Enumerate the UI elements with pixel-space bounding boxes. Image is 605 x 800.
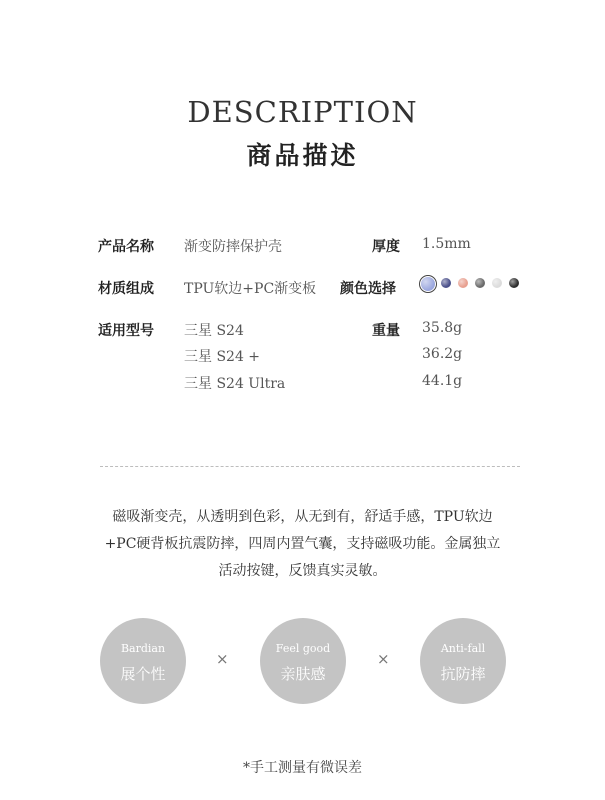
feature-badge-anti-fall [420,618,506,704]
color-swatch[interactable] [441,278,451,288]
feature-badge-skin-feel [260,618,346,704]
times-icon: × [216,650,229,668]
times-icon: × [377,650,390,668]
model-item: 三星 S24 + [184,349,261,365]
feature-badge-en: Feel good [275,642,331,655]
product-name-label: 产品名称 [98,239,154,255]
thickness-label: 厚度 [372,239,400,255]
color-swatch[interactable] [458,278,468,288]
dashed-divider [100,466,520,467]
product-name-value: 渐变防摔保护壳 [184,239,282,255]
weight-item: 35.8g [422,320,463,336]
color-swatch[interactable] [492,278,502,288]
description-line: +PC硬背板抗震防摔，四周内置气囊，支持磁吸功能。金属独立 [104,536,501,552]
measurement-note: *手工测量有微误差 [243,760,362,776]
description-line: 活动按键，反馈真实灵敏。 [218,563,387,579]
model-label: 适用型号 [98,323,154,339]
feature-badge-cn: 亲肤感 [280,665,326,683]
description-text [90,504,515,585]
color-label: 颜色选择 [340,281,396,297]
feature-badge-cn: 抗防摔 [440,665,486,683]
thickness-value: 1.5mm [422,236,471,252]
color-swatch[interactable] [475,278,485,288]
title-chinese: 商品描述 [246,141,359,170]
model-item: 三星 S24 Ultra [184,376,286,392]
material-value: TPU软边+PC渐变板 [184,281,317,297]
material-label: 材质组成 [98,281,154,297]
feature-badge-en: Anti-fall [440,642,486,655]
color-swatches [419,276,529,292]
weight-label: 重量 [372,323,400,339]
weight-item: 36.2g [422,346,463,362]
color-swatch[interactable] [509,278,519,288]
description-line: 磁吸渐变壳，从透明到色彩，从无到有，舒适手感，TPU软边 [112,509,493,525]
feature-badge-cn: 展个性 [120,665,166,683]
model-item: 三星 S24 [184,323,244,339]
feature-badge-en: Bardian [120,642,166,655]
color-swatch[interactable] [419,275,437,293]
title-english: DESCRIPTION [187,95,418,129]
weight-item: 44.1g [422,373,463,389]
feature-badge-personality [100,618,186,704]
